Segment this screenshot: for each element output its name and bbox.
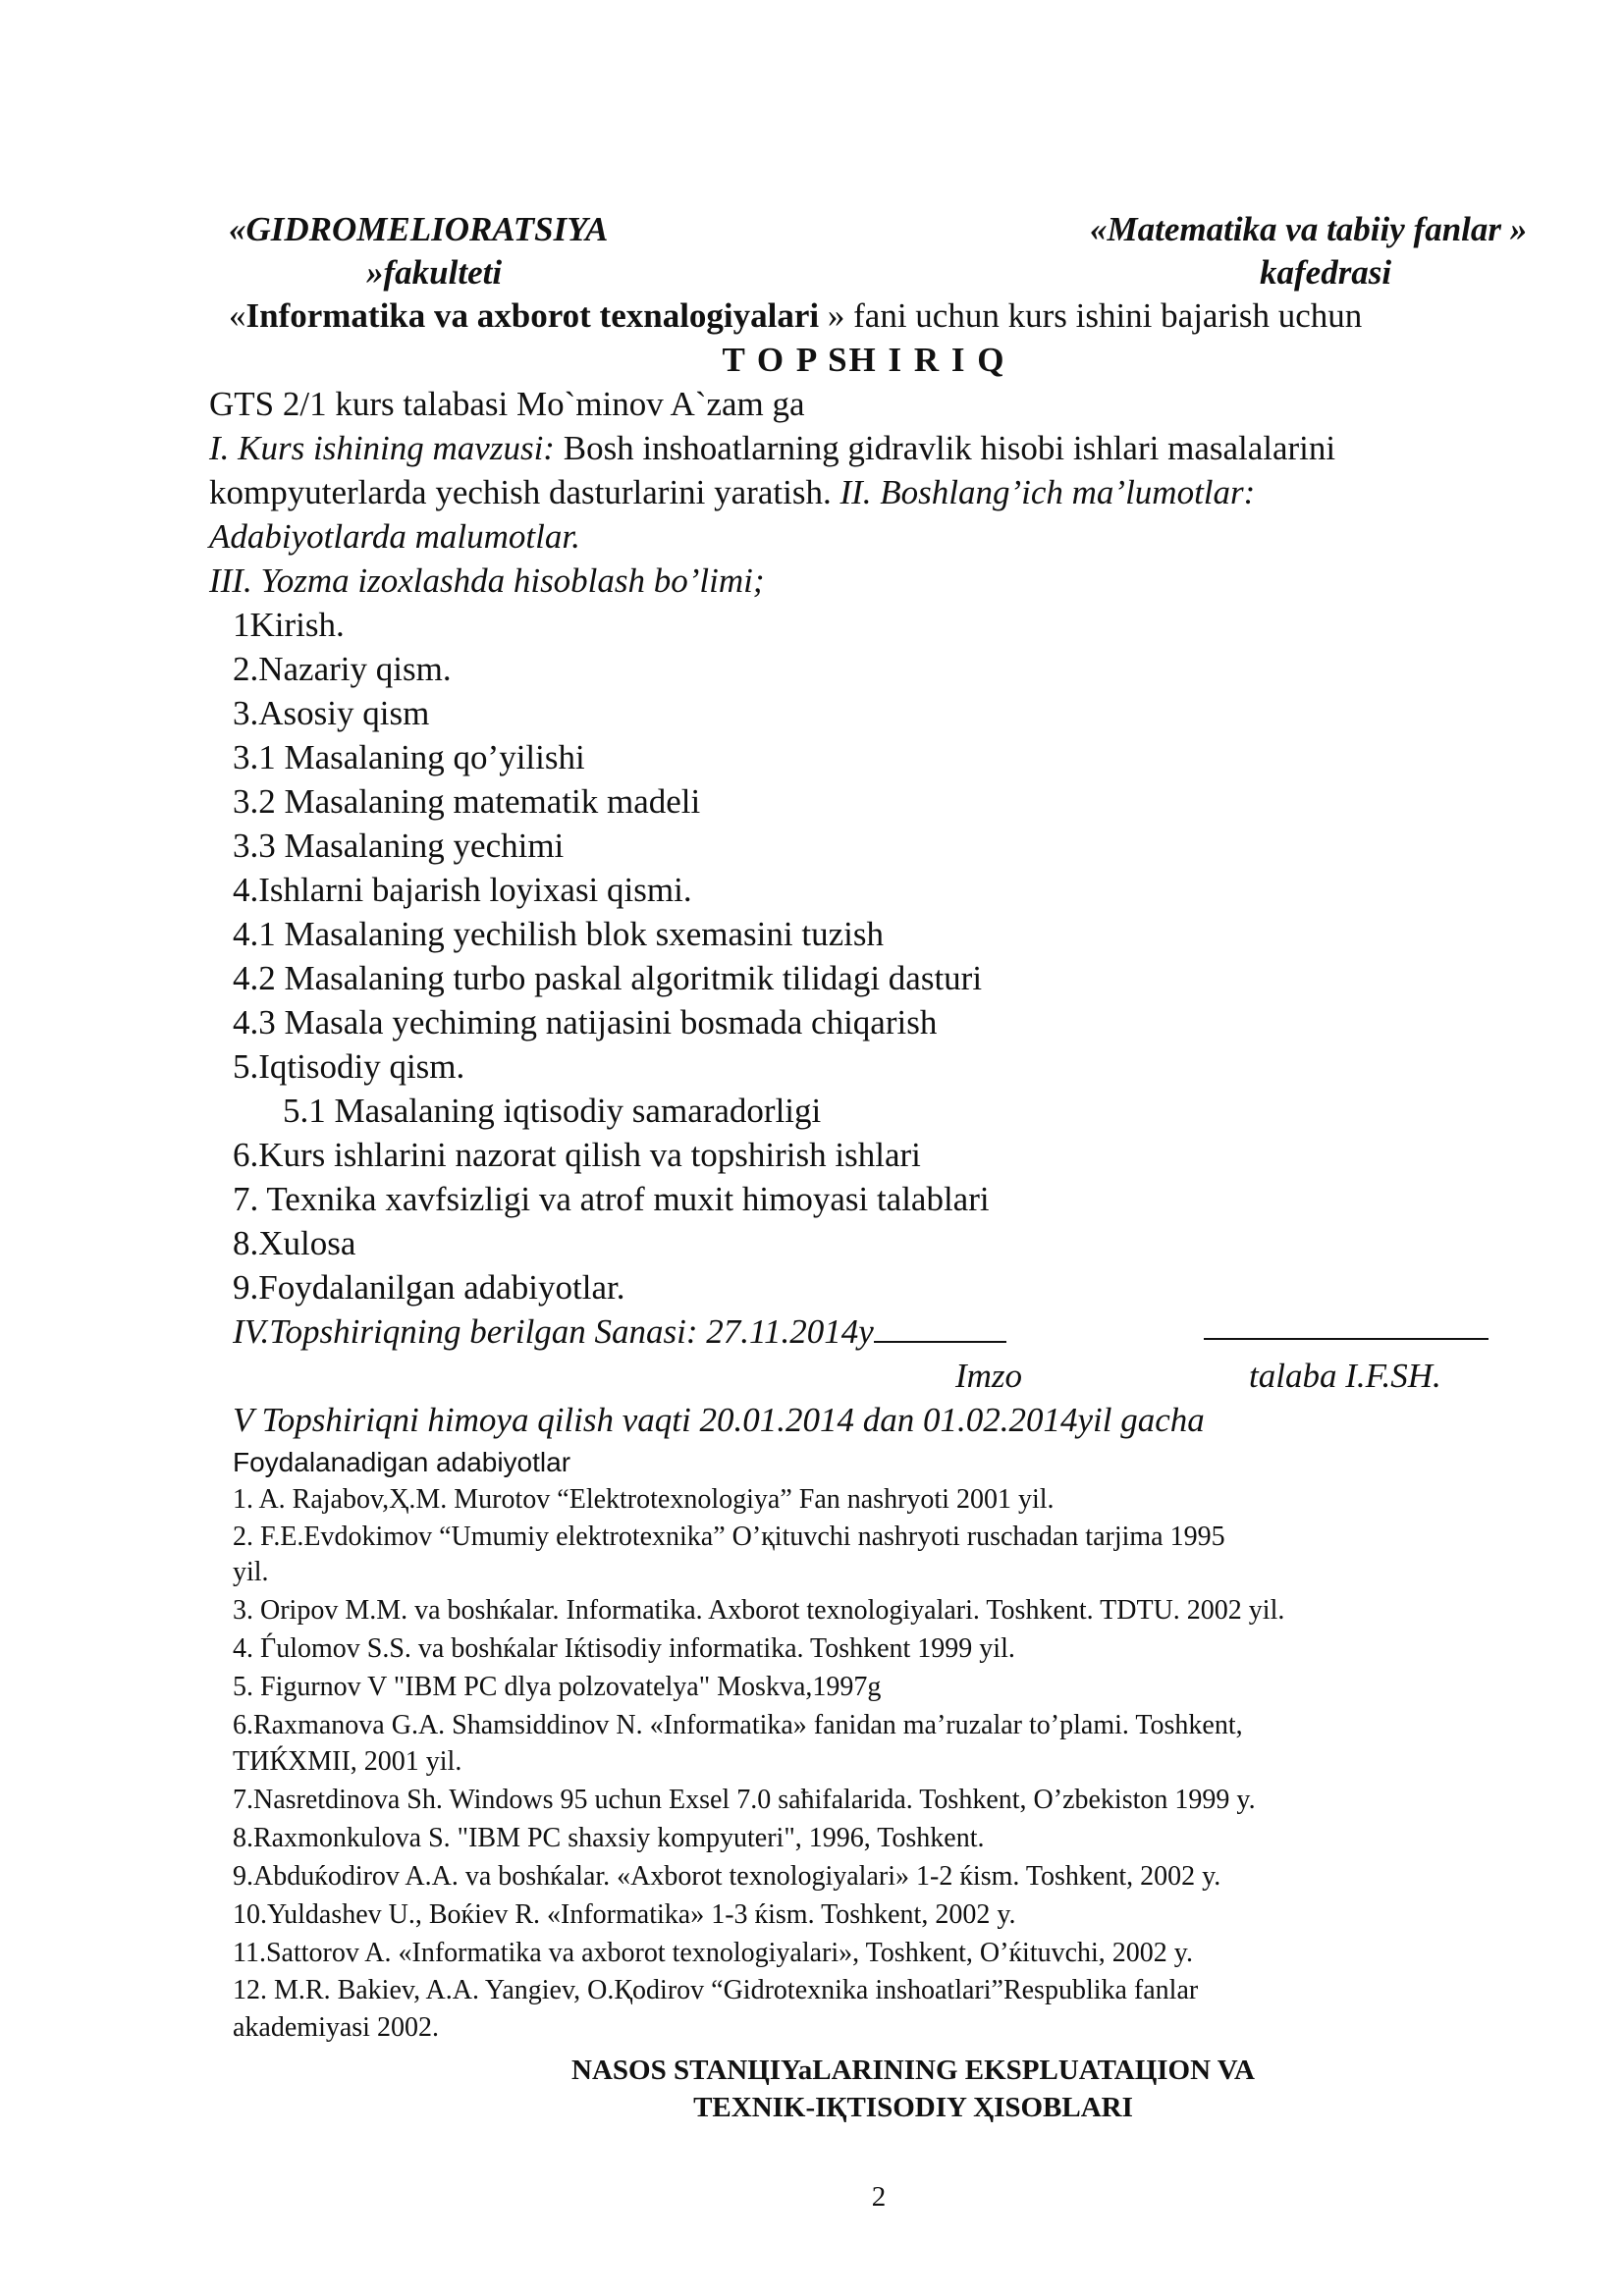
toc-item: 5.1 Masalaning iqtisodiy samaradorligi (283, 1092, 822, 1130)
subject-rest: » fani uchun kurs ishini bajarish uchun (819, 296, 1363, 335)
reference-item: 2. F.E.Evdokimov “Umumiy elektrotexnika” O’қituvchi nashryoti ruschadan tarjima 1995 (233, 1522, 1225, 1552)
reference-item: 10.Yuldashev U., Boќiev R. «Informatika» 1-3 ќism. Toshkent, 2002 y. (233, 1899, 1016, 1930)
defense-line: V Topshiriqni himoya qilish vaqti 20.01.2014 dan 01.02.2014yil gacha (233, 1401, 1205, 1439)
reference-item: 7.Nasretdinova Sh. Windows 95 uchun Exsel 7.0 saћifalarida. Toshkent, O’zbekiston 1999 y. (233, 1785, 1256, 1815)
signature-underline (1204, 1312, 1489, 1345)
reference-item: yil. (233, 1557, 269, 1587)
toc-item: 4.2 Masalaning turbo paskal algoritmik tilidagi dasturi (233, 959, 983, 997)
section2-label: II. Boshlang’ich ma’lumotlar: (831, 473, 1256, 511)
issue-date-text: IV.Topshiriqning berilgan Sanasi: 27.11.2014y (233, 1312, 874, 1351)
reference-item: TИЌXMII, 2001 yil. (233, 1746, 462, 1777)
toc-item: 3.2 Masalaning matematik madeli (233, 782, 701, 821)
topic-line2 (209, 473, 1255, 512)
closing-title-line1: NASOS STANЦIYaLARINING EKSPLUATAЦION VA (571, 2055, 1255, 2086)
reference-item: 9.Abduќodirov A.A. va boshќalar. «Axborot texnologiyalari» 1-2 ќism. Toshkent, 2002 y. (233, 1861, 1221, 1892)
toc-item: 3.Asosiy qism (233, 694, 430, 732)
subject-line (229, 296, 1362, 336)
talaba-label: talaba I.F.SH. (1249, 1357, 1441, 1395)
department-line1: «Matematika va tabiiy fanlar » (1090, 210, 1528, 248)
reference-item: 6.Raxmanova G.A. Shamsiddinov N. «Informatika» fanidan ma’ruzalar to’plami. Toshkent, (233, 1710, 1243, 1740)
toc-item: 5.Iqtisodiy qism. (233, 1047, 465, 1086)
topic-line1 (209, 429, 1335, 468)
topic-label: I. Kurs ishining mavzusi: (209, 429, 555, 467)
reference-item: 4. Ѓulomov S.S. va boshќalar Iќtisodiy informatika. Toshkent 1999 yil. (233, 1633, 1015, 1664)
toc-item: 6.Kurs ishlarini nazorat qilish va topshirish ishlari (233, 1136, 921, 1174)
reference-item: 1. A. Rajabov,Ҳ.M. Murotov “Elektrotexnologiya” Fan nashryoti 2001 yil. (233, 1484, 1055, 1515)
issue-underline (874, 1315, 1006, 1343)
faculty-line2: »fakulteti (366, 253, 503, 292)
toc-item: 4.3 Masala yechiming natijasini bosmada chiqarish (233, 1003, 938, 1041)
section2-text: Adabiyotlarda malumotlar. (209, 517, 580, 556)
subject-open-quote: « (229, 296, 246, 335)
toc-item: 9.Foydalanilgan adabiyotlar. (233, 1268, 625, 1307)
toc-item: 2.Nazariy qism. (233, 650, 452, 688)
reference-item: 3. Oripov M.M. va boshќalar. Informatika. Axborot texnologiyalari. Toshkent. TDTU. 2002 yil. (233, 1595, 1285, 1626)
page-number: 2 (871, 2181, 887, 2213)
document-title: T O P SH I R I Q (722, 341, 1006, 379)
reference-item: 8.Raxmonkulova S. "IBM PC shaxsiy kompyuteri", 1996, Toshkent. (233, 1823, 985, 1853)
section3-heading: III. Yozma izoxlashda hisoblash bo’limi; (209, 561, 765, 600)
department-line2: kafedrasi (1260, 253, 1392, 292)
toc-item: 3.1 Masalaning qo’yilishi (233, 738, 585, 776)
reference-item: 12. M.R. Bakiev, A.A. Yangiev, O.Қodirov “Gidrotexnika inshoatlari”Respublika fanlar (233, 1975, 1199, 2005)
refs-heading: Foydalanadigan adabiyotlar (233, 1447, 571, 1477)
faculty-line1: «GIDROMELIORATSIYA (229, 210, 609, 248)
toc-item: 3.3 Masalaning yechimi (233, 827, 565, 865)
subject-name: Informatika va axborot texnalogiyalari (245, 296, 820, 335)
toc-item: 4.Ishlarni bajarish loyixasi qismi. (233, 871, 692, 909)
reference-item: akademiyasi 2002. (233, 2012, 439, 2043)
imzo-label: Imzo (955, 1357, 1023, 1395)
signature-blank (1204, 1312, 1489, 1340)
closing-title-line2: TEXNIK-IҚTISODIY ҲISOBLARI (693, 2092, 1133, 2123)
toc-item: 8.Xulosa (233, 1224, 356, 1262)
topic-text2: kompyuterlarda yechish dasturlarini yaratish. (209, 473, 832, 511)
topic-text1: Bosh inshoatlarning gidravlik hisobi ishlari masalalarini (554, 429, 1336, 467)
issue-date-line (233, 1312, 1006, 1352)
student-line: GTS 2/1 kurs talabasi Mo`minov A`zam ga (209, 385, 805, 423)
reference-item: 11.Sattorov A. «Informatika va axborot texnologiyalari», Toshkent, O’ќituvchi, 2002 y. (233, 1938, 1193, 1968)
toc-item: 7. Texnika xavfsizligi va atrof muxit himoyasi talablari (233, 1180, 990, 1218)
reference-item: 5. Figurnov V "IBM PC dlya polzovatelya" Moskva,1997g (233, 1672, 882, 1702)
toc-item: 4.1 Masalaning yechilish blok sxemasini tuzish (233, 915, 884, 953)
toc-item: 1Kirish. (233, 606, 345, 644)
